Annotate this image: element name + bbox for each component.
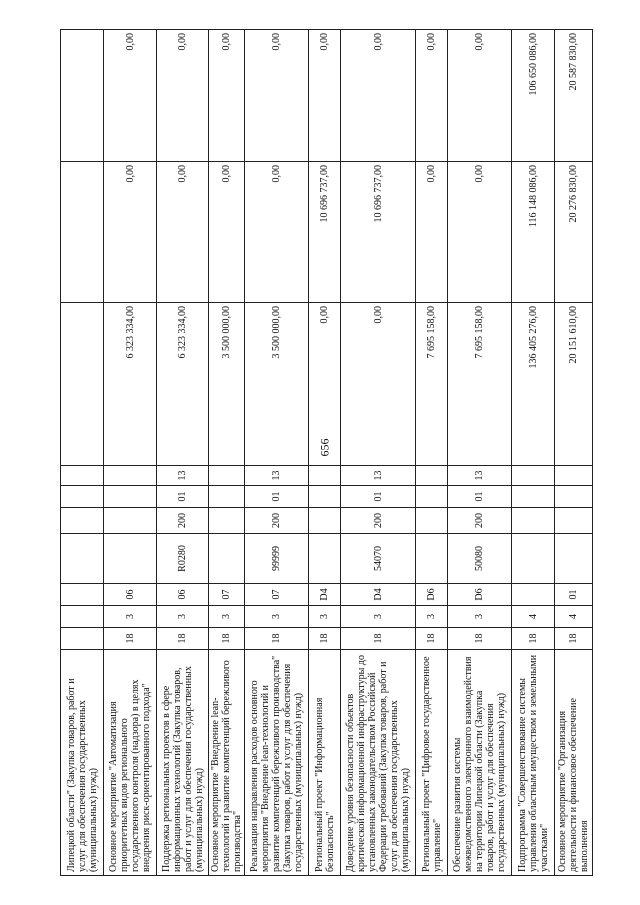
cell-activity [61,584,104,606]
cell-expense-type [209,508,245,534]
cell-section: 01 [245,486,309,508]
row-name: Обеспечение развития системы межведомственного электронного взаимодействия на территории Липецкой области (Закупка товаров, работ и услуг для обеспечения государственных (муниципальных) нужд) [448,650,512,876]
cell-direction [416,534,448,584]
cell-amount-2: 0,00 [416,162,448,303]
table-row [309,30,341,876]
cell-section [61,486,104,508]
cell-direction [209,534,245,584]
table-row [416,30,448,876]
cell-program: 18 [512,628,555,650]
cell-amount-1: 7 695 158,00 [448,303,512,466]
cell-amount-2: 10 696 737,00 [309,162,341,303]
cell-activity: 01 [555,584,593,606]
row-name: Подпрограмма "Совершенствование системы управления областным имуществом и земельными участками" [512,650,555,876]
row-name: Региональный проект "Цифровое государственное управление" [416,650,448,876]
cell-direction: 54070 [341,534,416,584]
cell-amount-2: 0,00 [448,162,512,303]
cell-program: 18 [104,628,157,650]
cell-section [512,486,555,508]
row-name: Региональный проект "Информационная безопасность" [309,650,341,876]
cell-expense-type: 200 [341,508,416,534]
cell-amount-2: 0,00 [209,162,245,303]
cell-subprogram [61,606,104,628]
cell-expense-type: 200 [157,508,209,534]
cell-expense-type [309,508,341,534]
cell-subprogram: 3 [157,606,209,628]
cell-section: 01 [157,486,209,508]
cell-amount-1: 20 151 610,00 [555,303,593,466]
cell-activity [512,584,555,606]
cell-expense-type [61,508,104,534]
cell-subprogram: 3 [245,606,309,628]
table-row [104,30,157,876]
cell-amount-1: 7 695 158,00 [416,303,448,466]
table-row [245,30,309,876]
cell-direction: R0280 [157,534,209,584]
cell-subsection [209,466,245,486]
cell-program: 18 [157,628,209,650]
budget-table-container [60,30,588,876]
cell-subsection [512,466,555,486]
cell-activity: D4 [341,584,416,606]
cell-section: 01 [341,486,416,508]
cell-amount-3 [61,30,104,162]
row-name: Реализация направления расходов основного мероприятия "Внедрение lean-технологий и развитие компетенций бережливого производства" (Закупка товаров, работ и услуг для обеспечения государственных (муниципальных) нужд) [245,650,309,876]
cell-direction [104,534,157,584]
cell-section [209,486,245,508]
cell-subprogram: 4 [512,606,555,628]
cell-activity: D4 [309,584,341,606]
cell-program: 18 [341,628,416,650]
cell-subsection [416,466,448,486]
cell-activity: 07 [209,584,245,606]
cell-amount-1 [61,303,104,466]
cell-subsection [104,466,157,486]
cell-activity: D6 [448,584,512,606]
cell-subsection: 13 [341,466,416,486]
row-name: Доведение уровня безопасности объектов критической информационной инфраструктуры до установленных законодательством Российской Федерации требований (Закупка товаров, работ и услуг для обеспечения государственных (муниципальных) нужд) [341,650,416,876]
cell-amount-3: 0,00 [416,30,448,162]
cell-amount-3: 20 587 830,00 [555,30,593,162]
cell-amount-1: 3 500 000,00 [209,303,245,466]
cell-subprogram: 3 [416,606,448,628]
cell-subprogram: 3 [341,606,416,628]
cell-subsection [61,466,104,486]
table-row [512,30,555,876]
cell-program [61,628,104,650]
page-number: 656 [317,438,332,457]
cell-amount-2: 0,00 [157,162,209,303]
cell-program: 18 [209,628,245,650]
cell-section [555,486,593,508]
cell-amount-2: 0,00 [245,162,309,303]
cell-direction [555,534,593,584]
cell-direction [61,534,104,584]
cell-section [416,486,448,508]
cell-amount-1: 0,00 [309,303,341,466]
cell-amount-1: 6 323 334,00 [157,303,209,466]
cell-amount-2: 20 276 830,00 [555,162,593,303]
cell-amount-1: 136 405 276,00 [512,303,555,466]
table-row [448,30,512,876]
cell-section [309,486,341,508]
cell-subprogram: 4 [555,606,593,628]
cell-expense-type: 200 [245,508,309,534]
cell-amount-1: 6 323 334,00 [104,303,157,466]
cell-subsection [309,466,341,486]
rotated-table [60,30,588,876]
budget-table [60,29,593,876]
row-name: Поддержка региональных проектов в сфере информационных технологий (Закупка товаров, работ и услуг для обеспечения государственных (муниципальных) нужд) [157,650,209,876]
cell-subprogram: 3 [309,606,341,628]
cell-subprogram: 3 [209,606,245,628]
cell-activity: 07 [245,584,309,606]
cell-program: 18 [245,628,309,650]
row-name: Основное мероприятие "Организация деятельности и финансовое обеспечение выполнения [555,650,593,876]
cell-amount-3: 0,00 [245,30,309,162]
table-row [555,30,593,876]
cell-subsection: 13 [245,466,309,486]
cell-amount-3: 0,00 [209,30,245,162]
cell-activity: 06 [157,584,209,606]
cell-amount-3: 106 650 086,00 [512,30,555,162]
table-row [209,30,245,876]
cell-direction: 99999 [245,534,309,584]
cell-direction: 50080 [448,534,512,584]
cell-activity: D6 [416,584,448,606]
cell-amount-3: 0,00 [309,30,341,162]
cell-expense-type [104,508,157,534]
cell-program: 18 [309,628,341,650]
cell-program: 18 [448,628,512,650]
cell-amount-3: 0,00 [157,30,209,162]
cell-direction [512,534,555,584]
cell-expense-type [555,508,593,534]
cell-subsection: 13 [157,466,209,486]
cell-direction [309,534,341,584]
table-row [341,30,416,876]
cell-program: 18 [555,628,593,650]
cell-expense-type [416,508,448,534]
cell-section: 01 [448,486,512,508]
cell-amount-2: 0,00 [104,162,157,303]
cell-expense-type: 200 [448,508,512,534]
cell-expense-type [512,508,555,534]
cell-amount-1: 3 500 000,00 [245,303,309,466]
cell-activity: 06 [104,584,157,606]
table-row [157,30,209,876]
row-name: Основное мероприятие "Внедрение lean-технологий и развитие компетенций бережливого производства" [209,650,245,876]
row-name: Основное мероприятие "Автоматизация приоритетных видов регионального государственного контроля (надзора) в целях внедрения риск-ориентированного подхода" [104,650,157,876]
cell-amount-1: 0,00 [341,303,416,466]
cell-amount-3: 0,00 [448,30,512,162]
cell-amount-3: 0,00 [104,30,157,162]
cell-section [104,486,157,508]
table-row [61,30,104,876]
row-name: Липецкой области" (Закупка товаров, работ и услуг для обеспечения государственных (муниципальных) нужд) [61,650,104,876]
cell-subsection [555,466,593,486]
cell-amount-3: 0,00 [341,30,416,162]
cell-subsection: 13 [448,466,512,486]
cell-amount-2: 10 696 737,00 [341,162,416,303]
cell-program: 18 [416,628,448,650]
cell-amount-2: 116 148 086,00 [512,162,555,303]
cell-amount-2 [61,162,104,303]
cell-subprogram: 3 [448,606,512,628]
cell-subprogram: 3 [104,606,157,628]
